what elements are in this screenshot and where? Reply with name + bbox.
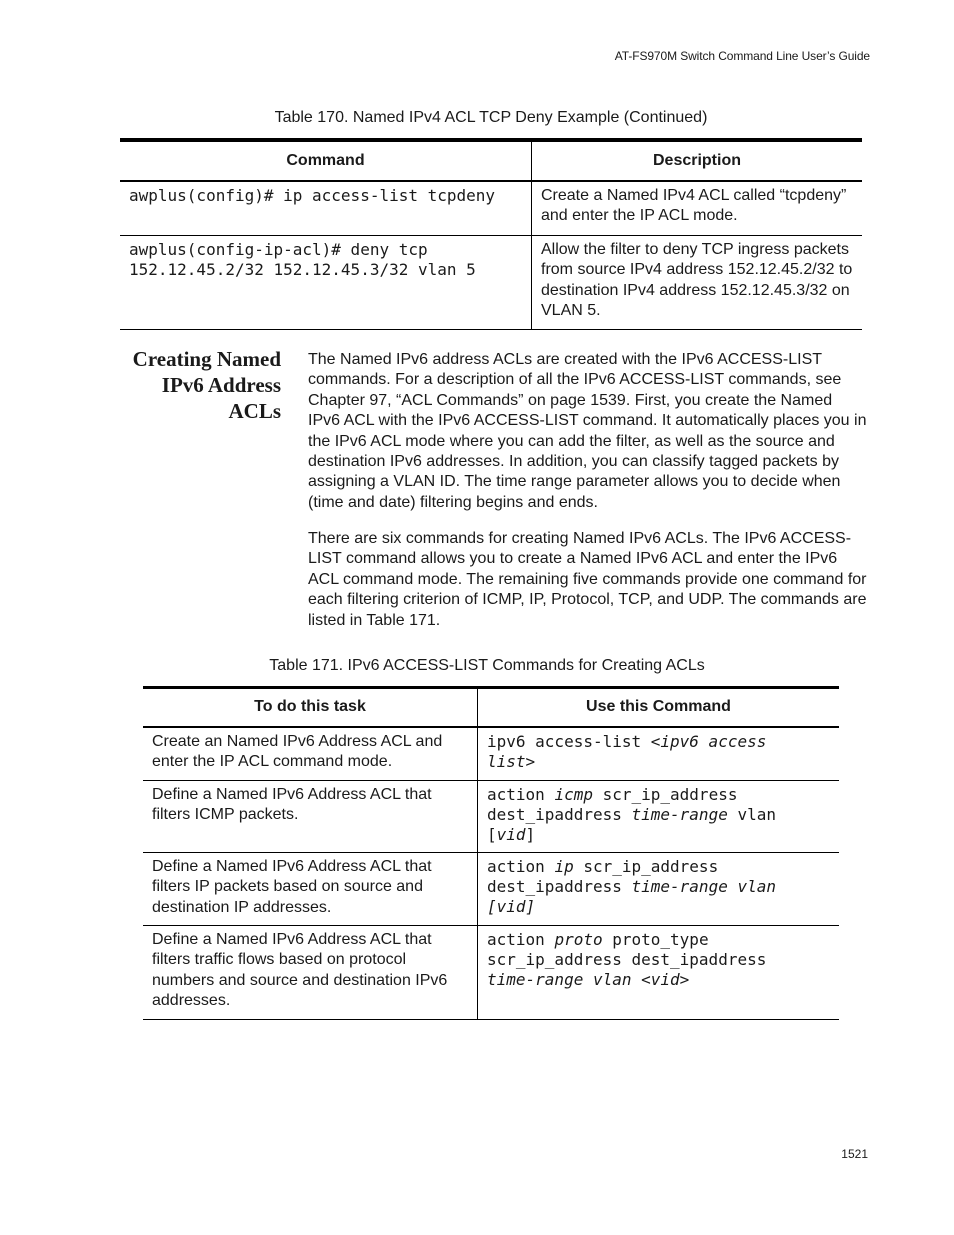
column-header-command: Command	[120, 140, 532, 181]
running-header: AT-FS970M Switch Command Line User’s Guide	[614, 49, 870, 63]
command-text: ipv6 access-list <ipv6 access list>	[487, 732, 767, 771]
column-header-description: Description	[532, 140, 863, 181]
table-170-caption: Table 170. Named IPv4 ACL TCP Deny Example (Continued)	[274, 109, 708, 126]
table-170	[120, 138, 862, 330]
command-line: awplus(config)# ip access-list tcpdeny	[129, 186, 496, 205]
body-paragraph	[308, 529, 868, 631]
command-cell	[478, 780, 840, 852]
table-row	[143, 780, 839, 852]
task-cell: Define a Named IPv6 Address ACL that filters traffic flows based on protocol numbers and source and destination IPv6 addresses.	[143, 926, 478, 1020]
command-text: action icmp scr_ip_address dest_ipaddress time-range vlan [vid]	[487, 784, 776, 844]
heading-line: ACLs	[228, 399, 281, 423]
table-171-caption: Table 171. IPv6 ACCESS-LIST Commands for Creating ACLs	[269, 657, 705, 674]
table-row	[143, 852, 839, 925]
column-header-task: To do this task	[143, 688, 478, 728]
heading-line: Creating Named	[132, 347, 281, 371]
heading-line: IPv6 Address	[161, 373, 281, 397]
column-header-command: Use this Command	[478, 688, 840, 728]
table-row	[120, 181, 862, 235]
task-cell: Define a Named IPv6 Address ACL that filters ICMP packets.	[143, 780, 478, 852]
table-row	[143, 926, 839, 1020]
command-cell	[478, 727, 840, 780]
table-header-row	[120, 140, 862, 181]
command-line: awplus(config-ip-acl)# deny tcp	[129, 239, 428, 259]
command-cell	[478, 852, 840, 925]
description-cell: Allow the filter to deny TCP ingress packets from source IPv4 address 152.12.45.2/32 to destination IPv4 address 152.12.45.3/32 on VLAN 5.	[532, 235, 863, 330]
command-cell	[120, 181, 532, 235]
paragraph: The Named IPv6 address ACLs are created with the IPv6 ACCESS-LIST commands. For a description of all the IPv6 ACCESS-LIST commands, see Chapter 97, “ACL Commands” on page 1539. First, you create the Named IPv6 ACL with the IPv6 ACCESS-LIST command. It automatically places you in the IPv6 ACL mode where you can add the filter, as well as the source and destination IPv6 addresses. In addition, you can classify tagged packets by assigning a VLAN ID. The time range parameter allows you to decide when (time and date) filtering begins and ends.	[308, 351, 867, 511]
task-cell: Create an Named IPv6 Address ACL and enter the IP ACL command mode.	[143, 727, 478, 780]
command-text: action proto proto_type scr_ip_address dest_ipaddress time-range vlan <vid>	[487, 930, 767, 990]
table-row	[143, 727, 839, 780]
description-cell: Create a Named IPv4 ACL called “tcpdeny” and enter the IP ACL mode.	[532, 181, 863, 235]
paragraph: There are six commands for creating Named IPv6 ACLs. The IPv6 ACCESS-LIST command allows you to create a Named IPv6 ACL and enter the IPv6 ACL command mode. The remaining five commands provide one command for each filtering criterion of ICMP, IP, Protocol, TCP, and UDP. The commands are listed in Table 171.	[308, 530, 867, 629]
page-number: 1521	[841, 1147, 868, 1161]
command-text: action ip scr_ip_address dest_ipaddress time-range vlan [vid]	[487, 856, 776, 916]
section-heading	[100, 346, 281, 424]
command-cell	[120, 235, 532, 330]
table-171	[143, 686, 839, 1020]
table-header-row	[143, 688, 839, 728]
command-cell	[478, 926, 840, 1020]
table-row	[120, 235, 862, 330]
body-paragraph	[308, 350, 868, 513]
command-line: 152.12.45.2/32 152.12.45.3/32 vlan 5	[129, 259, 476, 279]
task-cell: Define a Named IPv6 Address ACL that filters IP packets based on source and destination IP addresses.	[143, 852, 478, 925]
